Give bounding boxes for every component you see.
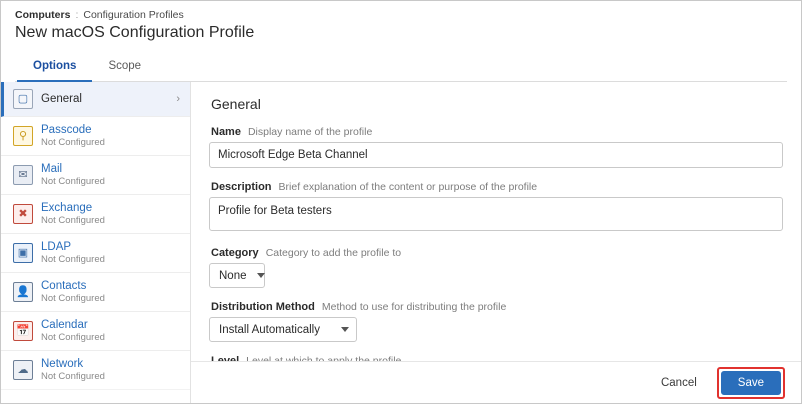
document-icon: ▢ [13,89,33,109]
field-hint: Brief explanation of the content or purpose of the profile [278,181,538,193]
sidebar-item-calendar[interactable] [1,312,190,351]
name-input[interactable] [209,142,783,168]
sidebar-item-status: Not Configured [41,332,105,343]
sidebar-item-ldap[interactable] [1,234,190,273]
sidebar-item-label: Passcode [41,124,92,136]
sidebar-item-passcode[interactable] [1,117,190,156]
sidebar-item-status: Not Configured [41,176,105,187]
breadcrumb [15,9,787,21]
sidebar-item-general[interactable] [1,82,190,117]
page-title: New macOS Configuration Profile [15,24,255,41]
sidebar-item-status: Not Configured [41,137,105,148]
tab-options[interactable]: Options [17,53,92,82]
field-label: Description [211,181,272,193]
payload-sidebar[interactable] [1,82,191,403]
sidebar-item-exchange[interactable] [1,195,190,234]
field-hint: Display name of the profile [247,126,373,138]
tab-scope[interactable]: Scope [108,60,142,72]
section-title: General [211,96,261,112]
description-input[interactable] [209,197,783,231]
sidebar-item-label: LDAP [41,241,72,253]
breadcrumb-computers[interactable]: Computers [15,9,71,21]
sidebar-item-contacts[interactable] [1,273,190,312]
field-description [209,181,783,234]
distribution-method-selected-value: Install Automatically [219,323,320,336]
field-distribution-method [209,301,783,342]
sidebar-item-status: Not Configured [41,215,105,226]
sidebar-item-label: Calendar [41,319,88,331]
exchange-icon: ✖ [13,204,33,224]
field-label: Name [211,126,241,138]
page-header [1,1,801,82]
calendar-icon: 📅 [13,321,33,341]
cancel-button[interactable]: Cancel [651,371,707,395]
breadcrumb-separator: : [75,9,79,21]
tab-bar [15,52,787,82]
mail-icon: ✉ [13,165,33,185]
category-select[interactable] [209,263,265,288]
field-hint: Method to use for distributing the profile [321,301,507,313]
field-category [209,247,783,288]
sidebar-item-network[interactable] [1,351,190,390]
chevron-down-icon [341,327,349,332]
category-selected-value: None [219,269,247,282]
sidebar-item-label: General [41,93,82,105]
sidebar-item-label: Contacts [41,280,87,292]
breadcrumb-configuration-profiles[interactable]: Configuration Profiles [83,9,184,21]
chevron-right-icon: › [176,93,180,105]
field-label: Category [211,247,259,259]
key-icon: ⚲ [13,126,33,146]
chevron-down-icon [257,273,265,278]
distribution-method-select[interactable] [209,317,357,342]
network-icon: ☁ [13,360,33,380]
save-button[interactable]: Save [721,371,781,395]
sidebar-item-status: Not Configured [41,254,105,265]
form-footer [191,361,801,403]
sidebar-item-status: Not Configured [41,371,105,382]
contacts-icon: 👤 [13,282,33,302]
sidebar-item-label: Mail [41,163,63,175]
page-body [1,82,801,403]
sidebar-item-status: Not Configured [41,293,105,304]
general-payload-form [191,82,801,403]
field-label: Distribution Method [211,301,315,313]
field-name [209,126,783,168]
sidebar-item-label: Exchange [41,202,93,214]
sidebar-item-label: Network [41,358,84,370]
ldap-icon: ▣ [13,243,33,263]
field-hint: Category to add the profile to [265,247,402,259]
sidebar-item-mail[interactable] [1,156,190,195]
save-button-highlight [717,367,785,399]
